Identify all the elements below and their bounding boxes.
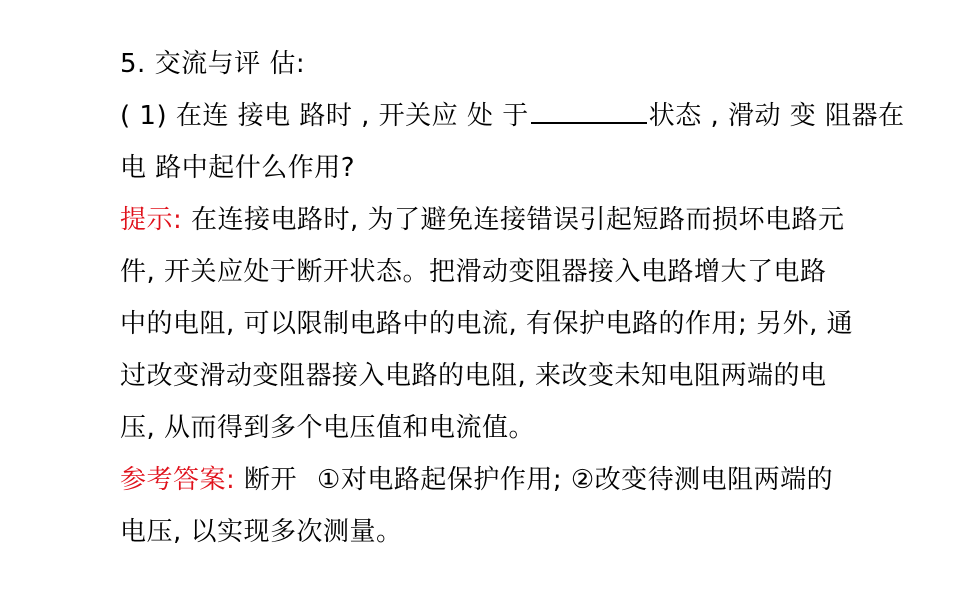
- question-line-2: 电 路中起什么作用?: [120, 153, 356, 183]
- answer-blank: [531, 98, 647, 124]
- answer-line-1: [120, 454, 920, 506]
- section-heading: 5. 交流与评 估:: [120, 49, 306, 79]
- answer-part-1: 断开: [235, 465, 298, 495]
- question-text-after-blank: 状态 , 滑动 变 阻器在: [648, 101, 905, 131]
- document-body: [120, 38, 920, 558]
- hint-line-3: 中的电阻, 可以限制电路中的电流, 有保护电路的作用; 另外, 通: [120, 309, 854, 339]
- hint-line-4: 过改变滑动变阻器接入电路的电阻, 来改变未知电阻两端的电: [120, 361, 827, 391]
- answer-label: 参考答案:: [120, 465, 236, 495]
- hint-line-2: 件, 开关应处于断开状态。把滑动变阻器接入电路增大了电路: [120, 257, 827, 287]
- question-text-before-blank: ( 1) 在连 接电 路时 , 开关应 处 于: [120, 101, 529, 131]
- hint-text: 在连接电路时, 为了避免连接错误引起短路而损坏电路元: [182, 205, 845, 235]
- answer-part-2: ①对电路起保护作用; ②改变待测电阻两端的: [317, 465, 834, 495]
- hint-line-1: [120, 194, 920, 246]
- hint-label: 提示:: [120, 205, 183, 235]
- answer-line-2: 电压, 以实现多次测量。: [120, 517, 403, 547]
- hint-line-5: 压, 从而得到多个电压值和电流值。: [120, 413, 536, 443]
- question-line-1: [120, 90, 920, 142]
